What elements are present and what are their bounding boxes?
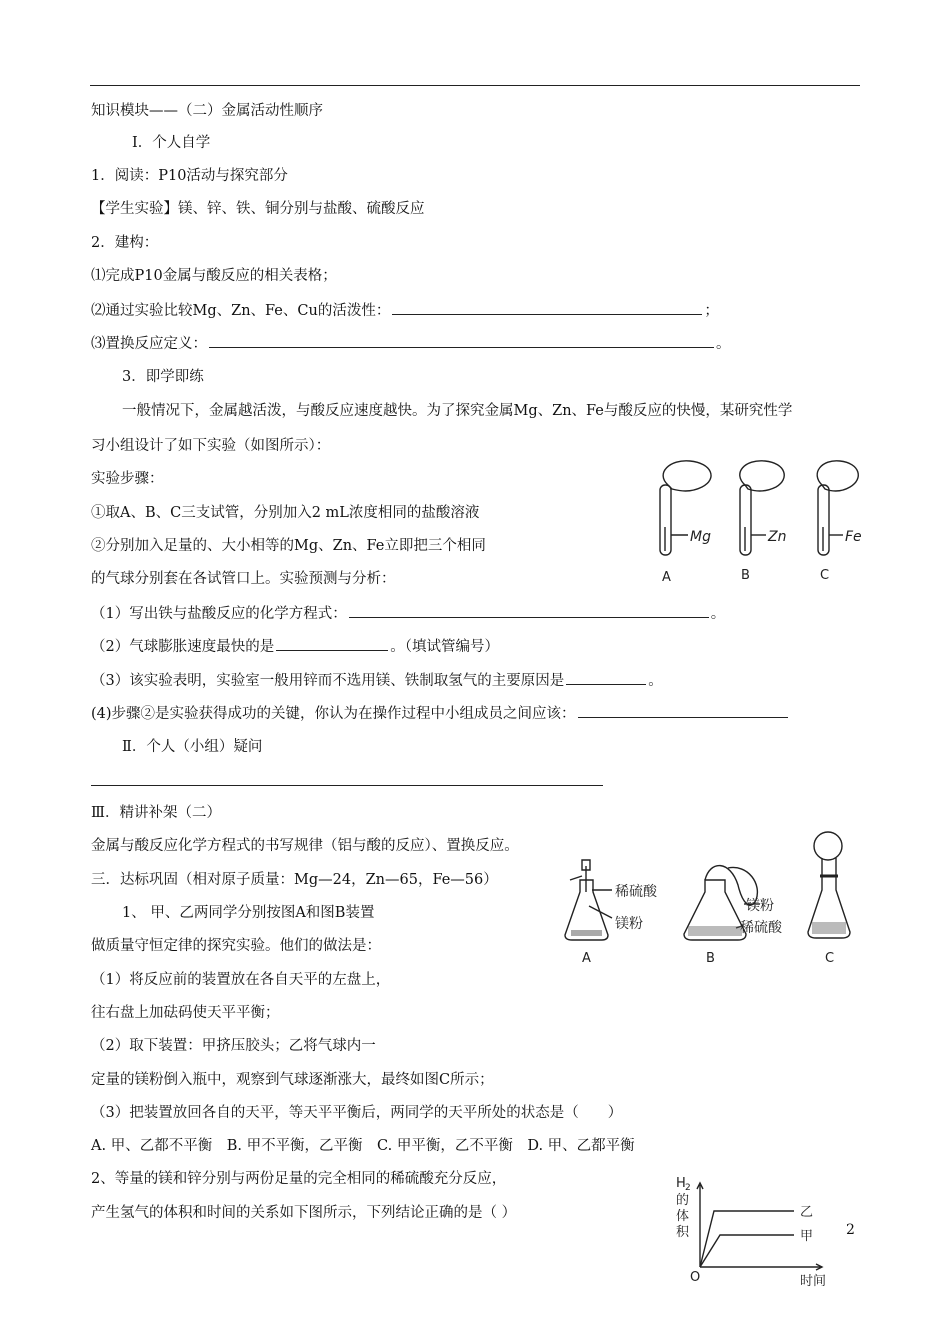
answer-blank[interactable] — [276, 636, 388, 651]
answer-blank[interactable] — [349, 603, 709, 618]
section-3-text: 金属与酸反应化学方程式的书写规律（铝与酸的反应）、置换反应。 — [91, 838, 519, 854]
balloon-icon — [817, 461, 858, 491]
balloon-icon — [740, 461, 784, 491]
series-line-jia — [700, 1235, 794, 1267]
question-1-text: （1）写出铁与盐酸反应的化学方程式： — [91, 606, 347, 622]
step-2-cont: 的气球分别套在各试管口上。实验预测与分析： — [91, 571, 396, 587]
y-label-sub: 2 — [685, 1183, 691, 1193]
build-item-2-text: ⑵通过实验比较Mg、Zn、Fe、Cu的活泼性： — [91, 303, 391, 319]
answer-blank[interactable] — [392, 300, 702, 315]
practice-intro-1: 一般情况下，金属越活泼，与酸反应速度越快。为了探究金属Mg、Zn、Fe与酸反应的快慢，某研究性学 — [122, 403, 793, 419]
step-2: ②分别加入足量的、大小相等的Mg、Zn、Fe立即把三个相同 — [91, 538, 486, 554]
section-3-heading: Ⅲ．精讲补架（二） — [91, 805, 221, 821]
experiment-line: 【学生实验】镁、锌、铁、铜分别与盐酸、硫酸反应 — [91, 201, 425, 217]
header-rule — [90, 85, 860, 86]
y-label-char: 的 — [676, 1193, 690, 1208]
exercise-1-line-e: （2）取下装置：甲挤压胶头；乙将气球内一 — [91, 1038, 376, 1054]
balloon-icon — [814, 832, 842, 860]
exercise-1-options: A. 甲、乙都不平衡 B. 甲不平衡，乙平衡 C. 甲平衡，乙不平衡 D. 甲、乙都平衡 — [91, 1138, 635, 1154]
answer-blank[interactable] — [578, 703, 788, 718]
module-title: 知识模块——（二）金属活动性顺序 — [91, 103, 323, 119]
origin-label: O — [690, 1270, 701, 1285]
question-3-end: 。 — [648, 673, 663, 689]
step-1: ①取A、B、C三支试管，分别加入2 mL浓度相同的盐酸溶液 — [91, 505, 480, 521]
section-4-heading: 三．达标巩固（相对原子质量：Mg—24，Zn—65，Fe—56） — [91, 872, 498, 888]
build-item-2-end: ； — [704, 303, 719, 319]
exercise-1-question: （3）把装置放回各自的天平，等天平平衡后，两同学的天平所处的状态是（ ） — [91, 1105, 623, 1121]
series-line-yi — [700, 1211, 794, 1267]
practice-intro-2: 习小组设计了如下实验（如图所示）： — [91, 438, 331, 454]
acid-label: 稀硫酸 — [740, 920, 782, 936]
steps-heading: 实验步骤： — [91, 471, 164, 487]
answer-blank[interactable] — [566, 670, 646, 685]
tube-label: B — [741, 568, 750, 583]
exercise-1-line-d: 往右盘上加砝码使天平平衡； — [91, 1005, 280, 1021]
powder-label: 镁粉 — [746, 898, 774, 914]
flask-label: C — [825, 951, 835, 966]
exercise-2-line-a: 2、等量的镁和锌分别与两份足量的完全相同的稀硫酸充分反应， — [91, 1171, 507, 1187]
build-heading: 2．建构： — [91, 235, 159, 251]
question-4 — [91, 703, 790, 724]
hydrogen-graph — [672, 1175, 842, 1290]
series-label: 乙 — [800, 1205, 814, 1220]
flask-label: A — [582, 951, 591, 966]
question-1-end: 。 — [710, 606, 726, 622]
metal-label: Zn — [768, 529, 787, 545]
acid-label: 稀硫酸 — [615, 884, 657, 900]
question-2-end: 。（填试管编号） — [390, 639, 499, 655]
exercise-1-line-c: （1）将反应前的装置放在各自天平的左盘上， — [91, 972, 391, 988]
question-2 — [91, 636, 499, 657]
y-label-char: 积 — [676, 1225, 690, 1240]
build-item-3-text: ⑶置换反应定义： — [91, 336, 207, 352]
flask-label: B — [706, 951, 715, 966]
exercise-2-line-b: 产生氢气的体积和时间的关系如下图所示，下列结论正确的是（ ） — [91, 1205, 517, 1221]
metal-label: Mg — [690, 529, 711, 545]
reading-line: 1．阅读：P10活动与探究部分 — [91, 168, 288, 184]
exercise-1-line-a: 1、 甲、乙两同学分别按图A和图B装置 — [122, 905, 375, 921]
build-item-3-end: 。 — [716, 336, 731, 352]
build-item-2 — [91, 300, 719, 321]
metal-label: Fe — [845, 529, 862, 545]
y-label-char: 体 — [676, 1209, 690, 1224]
question-2-text: （2）气球膨胀速度最快的是 — [91, 639, 275, 655]
build-item-3 — [91, 333, 731, 354]
powder-label: 镁粉 — [615, 916, 643, 932]
tube-label: C — [820, 568, 830, 583]
exercise-1-line-b: 做质量守恒定律的探究实验。他们的做法是： — [91, 938, 381, 954]
flask-figure — [560, 830, 870, 970]
section-2-heading: Ⅱ．个人（小组）疑问 — [122, 739, 263, 755]
series-label: 甲 — [800, 1229, 814, 1244]
practice-heading: 3．即学即练 — [122, 369, 204, 385]
x-label: 时间 — [800, 1274, 827, 1289]
question-1 — [91, 603, 725, 624]
y-label-h: H — [676, 1176, 686, 1191]
question-3 — [91, 670, 663, 691]
answer-blank[interactable] — [209, 333, 714, 348]
question-4-text: (4)步骤②是实验获得成功的关键，你认为在操作过程中小组成员之间应该： — [91, 706, 576, 722]
page-number: 2 — [846, 1222, 855, 1238]
exercise-1-line-f: 定量的镁粉倒入瓶中，观察到气球逐渐涨大，最终如图C所示； — [91, 1072, 494, 1088]
test-tube-figure — [640, 455, 870, 595]
section-1-heading: Ⅰ．个人自学 — [132, 135, 211, 151]
question-answer-line[interactable] — [91, 785, 603, 786]
tube-label: A — [662, 570, 671, 585]
question-3-text: （3）该实验表明，实验室一般用锌而不选用镁、铁制取氢气的主要原因是 — [91, 673, 565, 689]
build-item-1: ⑴完成P10金属与酸反应的相关表格； — [91, 268, 337, 284]
